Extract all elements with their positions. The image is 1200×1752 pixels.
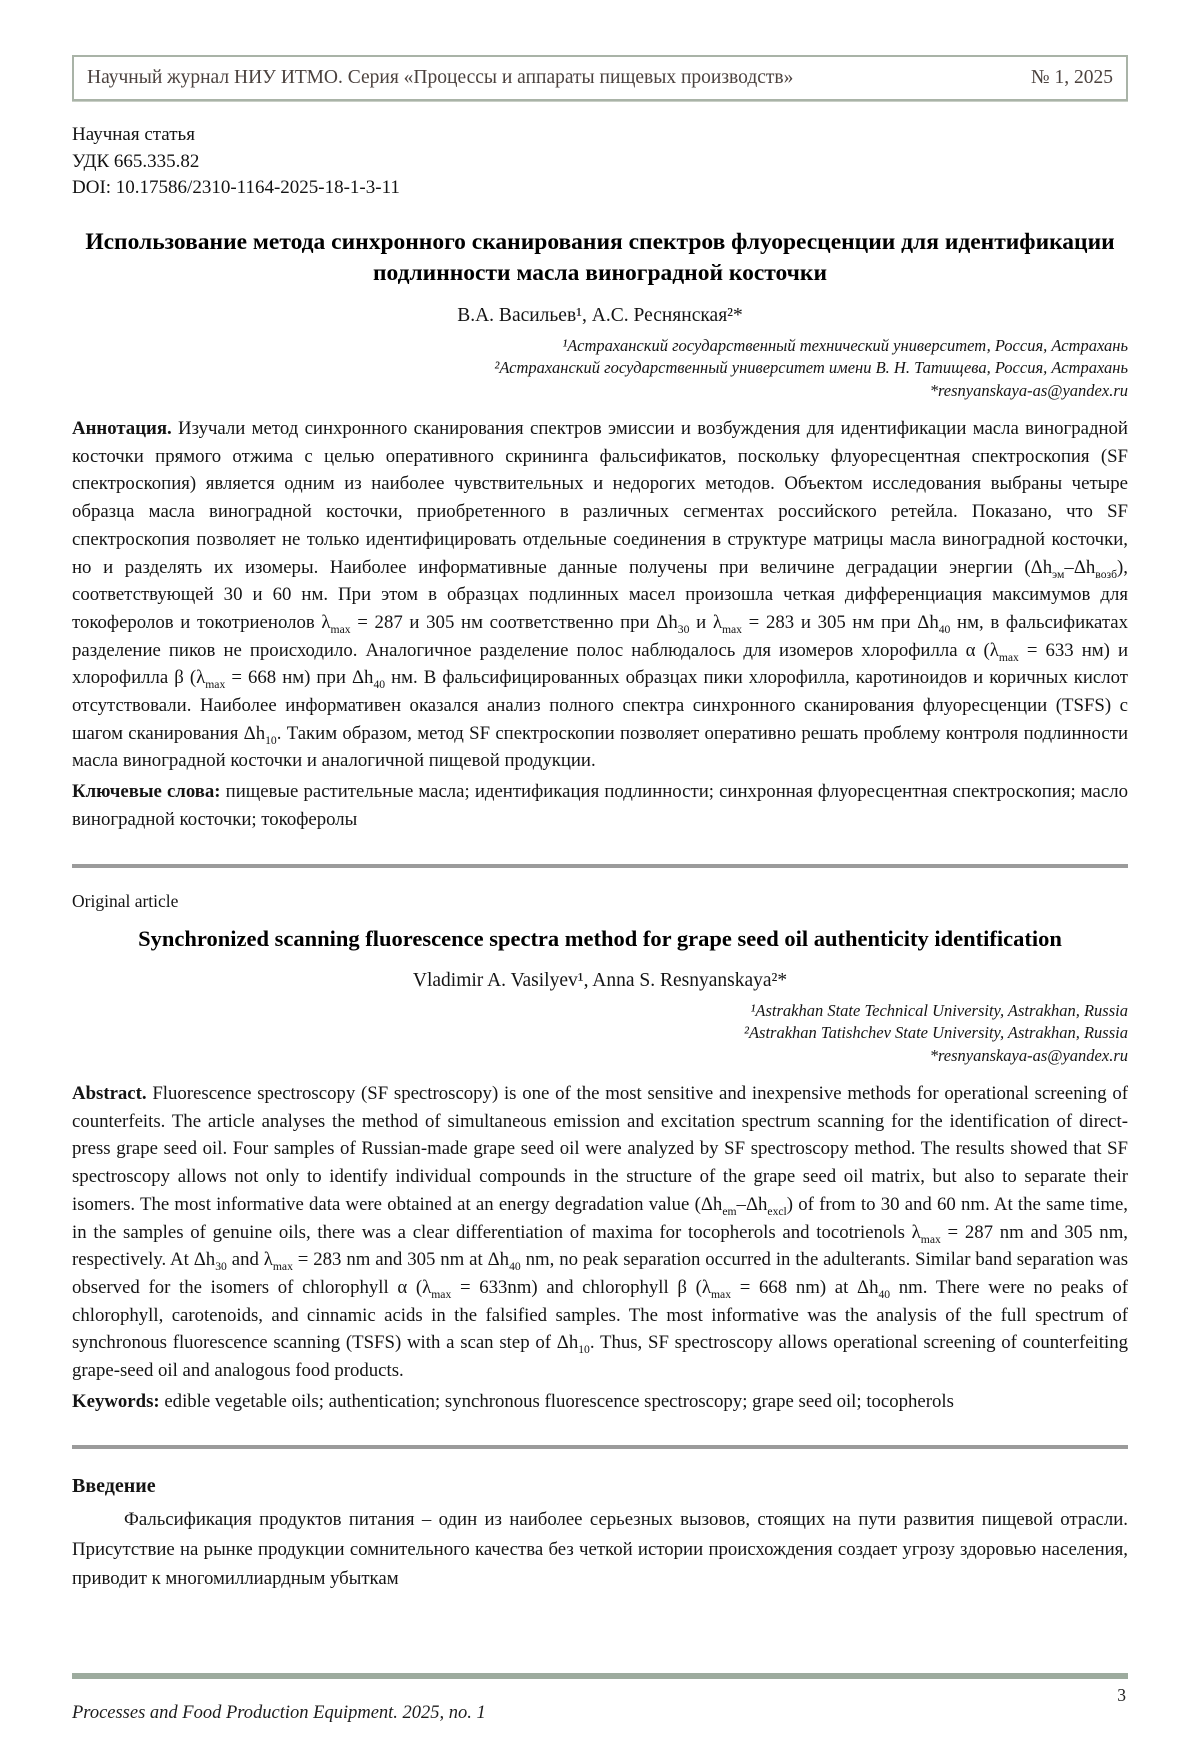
- abstract-english: [72, 1080, 1128, 1385]
- title-russian: Использование метода синхронного сканирования спектров флуоресценции для идентификации подлинности масла виноградной косточки: [85, 228, 1115, 286]
- footer-bar: [72, 1673, 1128, 1679]
- section-divider-bottom: [72, 1445, 1128, 1449]
- introduction-paragraph: Фальсификация продуктов питания – один из наиболее серьезных вызовов, стоящих на пути развития пищевой отрасли. Присутствие на рынке продукции сомнительного качества без четкой истории происхождения создает угрозу здоровью населения, приводит к многомиллиардным убыткам: [72, 1509, 1128, 1590]
- affiliation-ru-1: ¹Астраханский государственный технический университет, Россия, Астрахань: [562, 335, 1128, 355]
- journal-header-box: [72, 55, 1128, 101]
- affiliations-english: [72, 1000, 1128, 1068]
- abstract-text-ru: Изучали метод синхронного сканирования спектров эмиссии и возбуждения для идентификации масла виноградной косточки прямого отжима с целью оперативного скрининга фальсификатов, поскольку флуоресцентная спектроскопия (SF спектроскопия) является одним из наиболее чувствительных и недорогих методов. Объектом исследования выбраны четыре образца масла виноградной косточки, приобретенного в различных сегментах российского ретейла. Показано, что SF спектроскопия позволяет не только идентифицировать отдельные соединения в структуре матрицы масла виноградной косточки, но и разделять их изомеры. Наиболее информативные данные получены при величине деградации энергии $(\Delta h_{эм}-\Delta h_{возб})$, соответствующей 30 и 60 нм. При этом в образцах подлинных масел произошла четкая дифференциация максимумов для токоферолов и токотриенолов $\lambda_{max} = 287$ и 305 нм соответственно при $\Delta h_{30}$ и $\lambda_{max} = 283$ и 305 нм при $\Delta h_{40}$ нм, в фальсификатах разделение пиков не происходило. Аналогичное разделение полос наблюдалось для изомеров хлорофилла α ($\lambda_{max} = 633$ нм) и хлорофилла β ($\lambda_{max} = 668$ нм) при $\Delta h_{40}$ нм. В фальсифицированных образцах пики хлорофилла, каротиноидов и коричных кислот отсутствовали. Наиболее информативен оказался анализ полного спектра синхронного сканирования флуоресценции (TSFS) с шагом сканирования $\Delta h_{10}$. Таким образом, метод SF спектроскопии позволяет оперативно решать проблему контроля подлинности масла виноградной косточки и аналогичной пищевой продукции.: [72, 418, 1129, 772]
- page-footer: [72, 1673, 1128, 1724]
- article-type-ru: Научная статья: [72, 124, 195, 145]
- udc-number: УДК 665.335.82: [72, 150, 200, 172]
- journal-page: [0, 55, 1200, 1752]
- affiliation-ru-2: ²Астраханский государственный университет имени В. Н. Татищева, Россия, Астрахань: [494, 358, 1128, 377]
- affiliation-en-2: ²Astrakhan Tatishchev State University, Astrakhan, Russia: [744, 1023, 1128, 1043]
- affiliations-russian: [72, 335, 1128, 403]
- affiliation-en-1: ¹Astrakhan State Technical University, Astrakhan, Russia: [750, 1000, 1128, 1020]
- section-divider-top: [72, 864, 1128, 868]
- footer-journal-title: Processes and Food Production Equipment. 2025, no. 1: [72, 1703, 486, 1723]
- abstract-label-en: Abstract.: [72, 1083, 147, 1105]
- abstract-russian: [72, 415, 1128, 775]
- keywords-text-ru: пищевые растительные масла; идентификация подлинности; синхронная флуоресцентная спектроскопия; масло виноградной косточки; токоферолы: [72, 781, 1128, 830]
- journal-header-issue: № 1, 2025: [1031, 67, 1113, 88]
- article-type-en: Original article: [72, 890, 179, 911]
- article-meta: [72, 122, 1128, 202]
- title-english: Synchronized scanning fluorescence spectra method for grape seed oil authenticity identification: [138, 925, 1062, 951]
- page-number: 3: [1117, 1685, 1126, 1705]
- keywords-label-ru: Ключевые слова:: [72, 781, 221, 803]
- introduction-heading: Введение: [72, 1475, 156, 1498]
- keywords-russian: [72, 778, 1128, 833]
- corresponding-email-ru: *resnyanskaya-as@yandex.ru: [929, 380, 1128, 400]
- keywords-english: [72, 1388, 1128, 1416]
- abstract-text-en: Fluorescence spectroscopy (SF spectroscopy) is one of the most sensitive and inexpensive methods for operational screening of counterfeits. The article analyses the method of simultaneous emission and excitation spectrum scanning for the identification of direct-press grape seed oil. Four samples of Russian-made grape seed oil were analyzed by SF spectroscopy method. The results showed that SF spectroscopy allows not only to identify individual compounds in the structure of the grape seed oil matrix, but also to separate their isomers. The most informative data were obtained at an energy degradation value $(\Delta h_{em}-\Delta h_{excl})$ of from to 30 and 60 nm. At the same time, in the samples of genuine oils, there was a clear differentiation of maxima for tocopherols and tocotrienols $\lambda_{max} = 287$ nm and 305 nm, respectively. At $\Delta h_{30}$ and $\lambda_{max} = 283$ nm and 305 nm at $\Delta h_{40}$ nm, no peak separation occurred in the adulterants. Similar band separation was observed for the isomers of chlorophyll α $(\lambda_{max} = 633nm)$ and chlorophyll β ($\lambda_{max} = 668$ nm) at $\Delta h_{40}$ nm. There were no peaks of chlorophyll, carotenoids, and cinnamic acids in the falsified samples. The most informative was the analysis of the full spectrum of synchronous fluorescence scanning (TSFS) with a scan step of $\Delta h_{10}$. Thus, SF spectroscopy allows operational screening of counterfeiting grape-seed oil and analogous food products.: [72, 1083, 1129, 1382]
- authors-english: Vladimir A. Vasilyev¹, Anna S. Resnyanskaya²*: [412, 969, 788, 991]
- doi-number: DOI: 10.17586/2310-1164-2025-18-1-3-11: [72, 177, 400, 198]
- corresponding-email-en: *resnyanskaya-as@yandex.ru: [929, 1045, 1128, 1065]
- authors-russian: В.А. Васильев¹, А.С. Реснянская²*: [457, 304, 743, 326]
- abstract-label-ru: Аннотация.: [72, 418, 172, 439]
- journal-header-title: Научный журнал НИУ ИТМО. Серия «Процессы и аппараты пищевых производств»: [87, 67, 794, 88]
- keywords-label-en: Keywords:: [72, 1390, 160, 1412]
- keywords-text-en: edible vegetable oils; authentication; synchronous fluorescence spectroscopy; grape seed oil; tocopherols: [159, 1390, 954, 1412]
